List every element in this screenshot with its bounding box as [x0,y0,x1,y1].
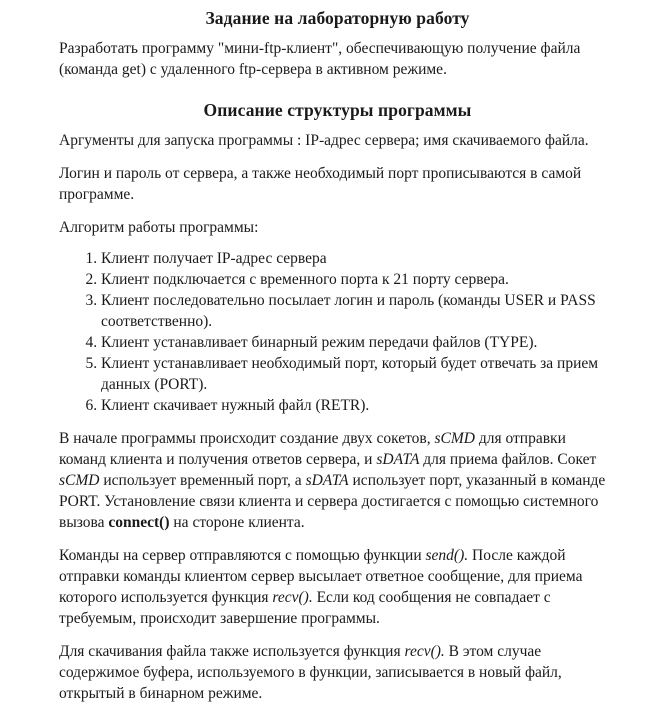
sdata-term: sDATA [376,451,420,468]
download-text: В этом случае содержимое буфера, используемого в функции, записывается в новый файл, открытый в бинарном режиме. [59,643,562,702]
download-paragraph [59,641,616,704]
algorithm-step: 3. Клиент последовательно посылает логин и пароль (команды USER и PASS соответственно). [101,290,616,332]
send-paragraph [59,545,616,629]
algorithm-intro: Алгоритм работы программы: [59,219,259,236]
heading-lab-task: Задание на лабораторную работу [205,8,470,28]
send-function: send(). [425,547,469,564]
algorithm-step: 6. Клиент скачивает нужный файл (RETR). [101,395,616,416]
algorithm-step: 1. Клиент получает IP-адрес сервера [101,248,616,269]
sockets-text: для отправки команд клиента и получения ответов сервера, и [59,430,566,468]
login-paragraph: Логин и пароль от сервера, а также необходимый порт прописываются в самой программе. [59,165,582,203]
task-paragraph: Разработать программу "мини-ftp-клиент", обеспечивающую получение файла (команда get) с удаленного ftp-сервера в активном режиме. [59,40,581,78]
connect-function: connect() [108,514,170,531]
arguments-paragraph: Аргументы для запуска программы : IP-адрес сервера; имя скачиваемого файла. [59,132,589,149]
heading-program-structure: Описание структуры программы [203,100,472,120]
sockets-text: на стороне клиента. [169,514,305,531]
sdata-term: sDATA [305,472,349,489]
sockets-text: использует временный порт, а [99,472,306,489]
scmd-term: sCMD [59,472,100,489]
algorithm-step: 5. Клиент устанавливает необходимый порт, который будет отвечать за прием данных (PORT). [101,353,616,395]
download-text: Для скачивания файла также используется функция [59,643,405,660]
send-text: После каждой отправки команды клиентом сервер высылает ответное сообщение, для приема которого используется функция [59,547,583,606]
sockets-paragraph [59,428,616,533]
recv-function: recv(). [404,643,445,660]
sockets-text: В начале программы происходит создание двух сокетов, [59,430,435,447]
algorithm-step: 4. Клиент устанавливает бинарный режим передачи файлов (TYPE). [101,332,616,353]
send-text: Если код сообщения не совпадает с требуемым, происходит завершение программы. [59,589,551,627]
send-text: Команды на сервер отправляются с помощью функции [59,547,426,564]
algorithm-steps-list [59,248,616,416]
algorithm-step: 2. Клиент подключается с временного порта к 21 порту сервера. [101,269,616,290]
sockets-text: использует порт, указанный в команде PORT. Установление связи клиента и сервера достигается с помощью системного вызова [59,472,606,531]
sockets-text: для приема файлов. Сокет [419,451,597,468]
scmd-term: sCMD [434,430,475,447]
recv-function: recv(). [272,589,313,606]
